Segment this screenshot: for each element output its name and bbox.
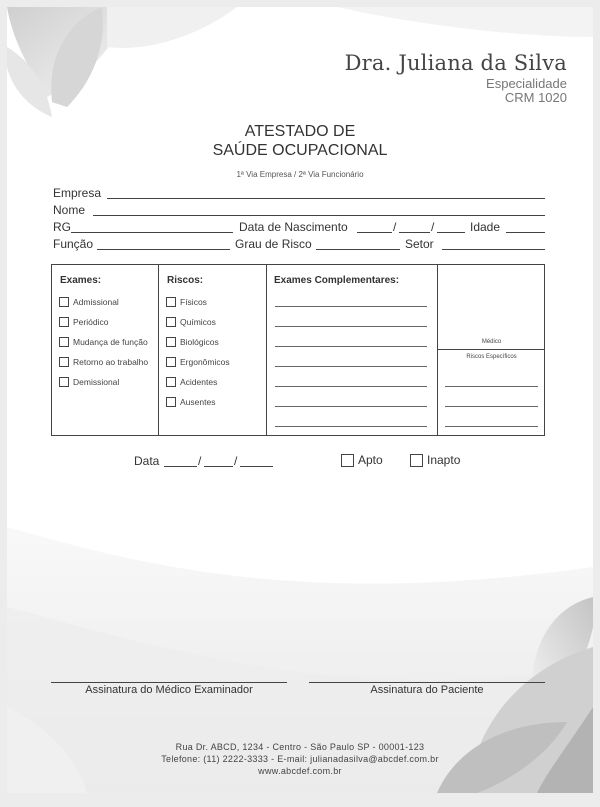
checkbox-retorno-trabalho[interactable]: Retorno ao trabalho bbox=[59, 357, 148, 367]
field-line-setor[interactable] bbox=[442, 249, 545, 250]
checkbox-mudanca-funcao[interactable]: Mudança de função bbox=[59, 337, 148, 347]
petal-top-right bbox=[337, 7, 593, 37]
complementares-line[interactable] bbox=[275, 346, 427, 347]
doctor-crm: CRM 1020 bbox=[504, 90, 567, 105]
checkbox-admissional[interactable]: Admissional bbox=[59, 297, 119, 307]
field-line-nascimento-ano[interactable] bbox=[437, 232, 465, 233]
complementares-line[interactable] bbox=[275, 386, 427, 387]
medico-label: Médico bbox=[481, 339, 502, 345]
complementares-line[interactable] bbox=[275, 326, 427, 327]
complementares-title: Exames Complementares: bbox=[274, 275, 400, 286]
checkbox-ausentes[interactable]: Ausentes bbox=[166, 397, 215, 407]
checkbox-icon[interactable] bbox=[166, 377, 176, 387]
complementares-line[interactable] bbox=[275, 406, 427, 407]
prescription-page bbox=[7, 7, 593, 793]
complementares-line[interactable] bbox=[275, 366, 427, 367]
data-line-mes[interactable] bbox=[204, 466, 233, 467]
date-separator: / bbox=[198, 454, 202, 468]
field-line-grau-risco[interactable] bbox=[316, 249, 400, 250]
signature-line-paciente[interactable] bbox=[309, 682, 545, 683]
document-title-line2: SAÚDE OCUPACIONAL bbox=[212, 142, 388, 159]
doctor-header bbox=[345, 51, 567, 105]
riscos-especificos-line[interactable] bbox=[445, 386, 538, 387]
data-line-ano[interactable] bbox=[240, 466, 273, 467]
checkbox-ergonomicos[interactable]: Ergonômicos bbox=[166, 357, 230, 367]
checkbox-inapto[interactable]: Inapto bbox=[410, 453, 460, 467]
field-label-setor: Setor bbox=[405, 237, 434, 251]
checkbox-icon[interactable] bbox=[59, 357, 69, 367]
signature-label-medico: Assinatura do Médico Examinador bbox=[85, 684, 253, 696]
field-line-empresa[interactable] bbox=[107, 198, 545, 199]
data-label: Data bbox=[134, 454, 160, 468]
signature-line-medico[interactable] bbox=[51, 682, 287, 683]
footer-address: Rua Dr. ABCD, 1234 - Centro - São Paulo SP - 00001-123 bbox=[175, 742, 425, 752]
date-separator: / bbox=[393, 220, 397, 234]
checkbox-demissional[interactable]: Demissional bbox=[59, 377, 119, 387]
complementares-line[interactable] bbox=[275, 426, 427, 427]
field-line-nascimento-dia[interactable] bbox=[357, 232, 392, 233]
field-line-nascimento-mes[interactable] bbox=[399, 232, 430, 233]
date-separator: / bbox=[234, 454, 238, 468]
exames-title: Exames: bbox=[60, 275, 102, 286]
checkbox-icon[interactable] bbox=[166, 357, 176, 367]
column-divider bbox=[158, 265, 159, 435]
exam-box bbox=[51, 264, 545, 436]
doctor-name: Dra. Juliana da Silva bbox=[344, 51, 567, 75]
footer-site: www.abcdef.com.br bbox=[258, 766, 342, 776]
field-label-data-nascimento: Data de Nascimento bbox=[239, 220, 348, 234]
checkbox-icon[interactable] bbox=[166, 297, 176, 307]
side-divider bbox=[438, 349, 545, 350]
data-line-dia[interactable] bbox=[164, 466, 197, 467]
field-label-nome: Nome bbox=[53, 203, 86, 217]
checkbox-acidentes[interactable]: Acidentes bbox=[166, 377, 217, 387]
complementares-line[interactable] bbox=[275, 306, 427, 307]
checkbox-icon[interactable] bbox=[59, 377, 69, 387]
field-line-funcao[interactable] bbox=[97, 249, 230, 250]
checkbox-periodico[interactable]: Periódico bbox=[59, 317, 108, 327]
checkbox-icon[interactable] bbox=[166, 337, 176, 347]
field-line-nome[interactable] bbox=[93, 215, 545, 216]
checkbox-fisicos[interactable]: Físicos bbox=[166, 297, 207, 307]
riscos-especificos-line[interactable] bbox=[445, 406, 538, 407]
checkbox-icon[interactable] bbox=[59, 317, 69, 327]
date-separator: / bbox=[431, 220, 435, 234]
checkbox-icon[interactable] bbox=[59, 297, 69, 307]
riscos-title: Riscos: bbox=[167, 275, 204, 286]
signature-label-paciente: Assinatura do Paciente bbox=[370, 684, 484, 696]
checkbox-biologicos[interactable]: Biológicos bbox=[166, 337, 219, 347]
field-line-rg[interactable] bbox=[71, 232, 233, 233]
field-label-grau-risco: Grau de Risco bbox=[235, 237, 312, 251]
column-divider bbox=[437, 265, 438, 435]
riscos-especificos-line[interactable] bbox=[445, 426, 538, 427]
field-line-idade[interactable] bbox=[506, 232, 545, 233]
checkbox-icon[interactable] bbox=[59, 337, 69, 347]
footer-contact: Telefone: (11) 2222-3333 - E-mail: julianadasilva@abcdef.com.br bbox=[161, 754, 439, 764]
riscos-especificos-label: Riscos Específicos bbox=[466, 354, 517, 360]
field-label-rg: RG bbox=[53, 220, 71, 234]
checkbox-apto[interactable]: Apto bbox=[341, 453, 383, 467]
column-divider bbox=[266, 265, 267, 435]
document-title-line1: ATESTADO DE bbox=[244, 123, 356, 140]
copies-note: 1ª Via Empresa / 2ª Via Funcionário bbox=[236, 170, 364, 179]
checkbox-quimicos[interactable]: Químicos bbox=[166, 317, 216, 327]
field-label-funcao: Função bbox=[53, 237, 94, 251]
field-label-empresa: Empresa bbox=[53, 186, 102, 200]
checkbox-icon[interactable] bbox=[341, 454, 354, 467]
field-label-idade: Idade bbox=[470, 220, 501, 234]
checkbox-icon[interactable] bbox=[410, 454, 423, 467]
petal-top-left-4 bbox=[107, 7, 237, 48]
doctor-specialty: Especialidade bbox=[486, 76, 567, 91]
checkbox-icon[interactable] bbox=[166, 397, 176, 407]
checkbox-icon[interactable] bbox=[166, 317, 176, 327]
